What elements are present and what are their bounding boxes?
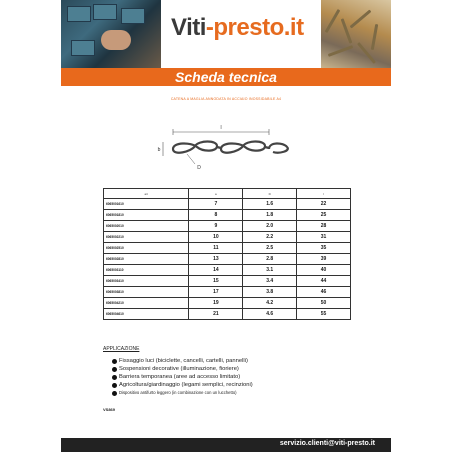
header-banner	[61, 0, 391, 68]
applications-title: APPLICAZIONE	[103, 346, 140, 352]
cell-a: 17	[189, 287, 243, 298]
contact-email[interactable]: servizio.clienti@viti-presto.it	[279, 440, 375, 447]
tray-shape	[71, 40, 95, 56]
cell-d: 2.0	[243, 221, 297, 232]
bullet-icon	[112, 375, 117, 380]
screw-shape	[371, 24, 378, 50]
table-row	[104, 265, 351, 276]
cell-code: 6065002210	[104, 232, 189, 243]
list-item	[119, 389, 253, 397]
cell-code: 6065002810	[104, 254, 189, 265]
table-row	[104, 232, 351, 243]
cell-l: 40	[297, 265, 351, 276]
table-row	[104, 298, 351, 309]
product-subtitle: CATENA A MAGLIA ANNODATA IN ACCIAIO INOSSIDABILE A4	[170, 97, 282, 101]
cell-code: 6065002010	[104, 221, 189, 232]
cell-d: 4.6	[243, 309, 297, 320]
table-row	[104, 276, 351, 287]
table-row	[104, 254, 351, 265]
cell-d: 1.6	[243, 199, 297, 210]
bullet-icon	[112, 391, 117, 396]
table-row	[104, 309, 351, 320]
cell-a: 10	[189, 232, 243, 243]
cell-code: 6065004210	[104, 298, 189, 309]
cell-a: 15	[189, 276, 243, 287]
cell-d: 3.1	[243, 265, 297, 276]
cell-code: 6065004610	[104, 309, 189, 320]
cell-code: 6065002510	[104, 243, 189, 254]
cell-a: 8	[189, 210, 243, 221]
list-item-text: Agricoltura/giardinaggio (legami semplici, recinzioni)	[119, 382, 253, 388]
bullet-icon	[112, 383, 117, 388]
cell-code: 6065003810	[104, 287, 189, 298]
tray-shape	[67, 6, 91, 22]
cell-d: 2.8	[243, 254, 297, 265]
brand-logo	[171, 14, 304, 42]
cell-d: 2.5	[243, 243, 297, 254]
cell-a: 9	[189, 221, 243, 232]
cell-code: 6065003410	[104, 276, 189, 287]
dim-width-label: b	[157, 147, 161, 153]
cell-l: 46	[297, 287, 351, 298]
cell-code: 6065003110	[104, 265, 189, 276]
cell-l: 22	[297, 199, 351, 210]
cell-code: 6065001610	[104, 199, 189, 210]
cell-l: 31	[297, 232, 351, 243]
screw-shape	[328, 45, 353, 57]
cell-l: 28	[297, 221, 351, 232]
tray-shape	[93, 4, 117, 20]
list-item-text: Sospensioni decorative (illuminazione, fioriere)	[119, 366, 239, 372]
cell-d: 3.8	[243, 287, 297, 298]
list-item	[119, 381, 253, 389]
tools-photo	[61, 0, 161, 68]
cell-l: 50	[297, 298, 351, 309]
list-item	[119, 357, 253, 365]
table-row	[104, 243, 351, 254]
cell-d: 2.2	[243, 232, 297, 243]
column-header-art: art	[104, 189, 189, 199]
cell-d: 3.4	[243, 276, 297, 287]
screws-photo	[321, 0, 391, 68]
page-title: Scheda tecnica	[175, 69, 277, 85]
column-header-d: D	[243, 189, 297, 199]
screw-shape	[350, 9, 372, 28]
datasheet-page	[61, 0, 391, 452]
cell-a: 13	[189, 254, 243, 265]
table-header-row	[104, 189, 351, 199]
logo-main: Viti	[171, 14, 206, 41]
list-item	[119, 365, 253, 373]
tray-shape	[121, 8, 145, 24]
column-header-l: l	[297, 189, 351, 199]
list-item-text: Barriera temporanea (aree ad accesso limitato)	[119, 374, 241, 380]
footer-bar	[61, 438, 391, 452]
cell-d: 4.2	[243, 298, 297, 309]
column-header-a: a	[189, 189, 243, 199]
dim-diameter-label: D	[197, 165, 201, 171]
table-row	[104, 210, 351, 221]
list-item-text: Fissaggio luci (biciclette, cancelli, cartelli, pannelli)	[119, 358, 248, 364]
cell-l: 25	[297, 210, 351, 221]
hand-shape	[101, 30, 131, 50]
cell-a: 14	[189, 265, 243, 276]
cell-a: 21	[189, 309, 243, 320]
cell-l: 44	[297, 276, 351, 287]
document-code: VS869	[103, 407, 116, 412]
cell-l: 39	[297, 254, 351, 265]
list-item	[119, 373, 253, 381]
chain-links	[173, 142, 288, 153]
cell-code: 6065001810	[104, 210, 189, 221]
cell-a: 7	[189, 199, 243, 210]
bullet-icon	[112, 359, 117, 364]
dim-length-label: l	[220, 125, 222, 131]
chain-drawing	[151, 118, 311, 178]
screw-shape	[341, 18, 353, 43]
list-item-text: Dispositivo antifurto leggero (in combinazione con un lucchetto)	[119, 390, 237, 395]
cell-d: 1.8	[243, 210, 297, 221]
table-row	[104, 287, 351, 298]
applications-list	[119, 357, 253, 397]
cell-l: 35	[297, 243, 351, 254]
logo-accent: -presto.it	[205, 14, 304, 41]
dimensions-table	[103, 188, 351, 320]
table-row	[104, 199, 351, 210]
screw-shape	[325, 9, 341, 33]
cell-l: 55	[297, 309, 351, 320]
table-row	[104, 221, 351, 232]
cell-a: 11	[189, 243, 243, 254]
title-bar	[61, 68, 391, 86]
cell-a: 19	[189, 298, 243, 309]
bullet-icon	[112, 367, 117, 372]
